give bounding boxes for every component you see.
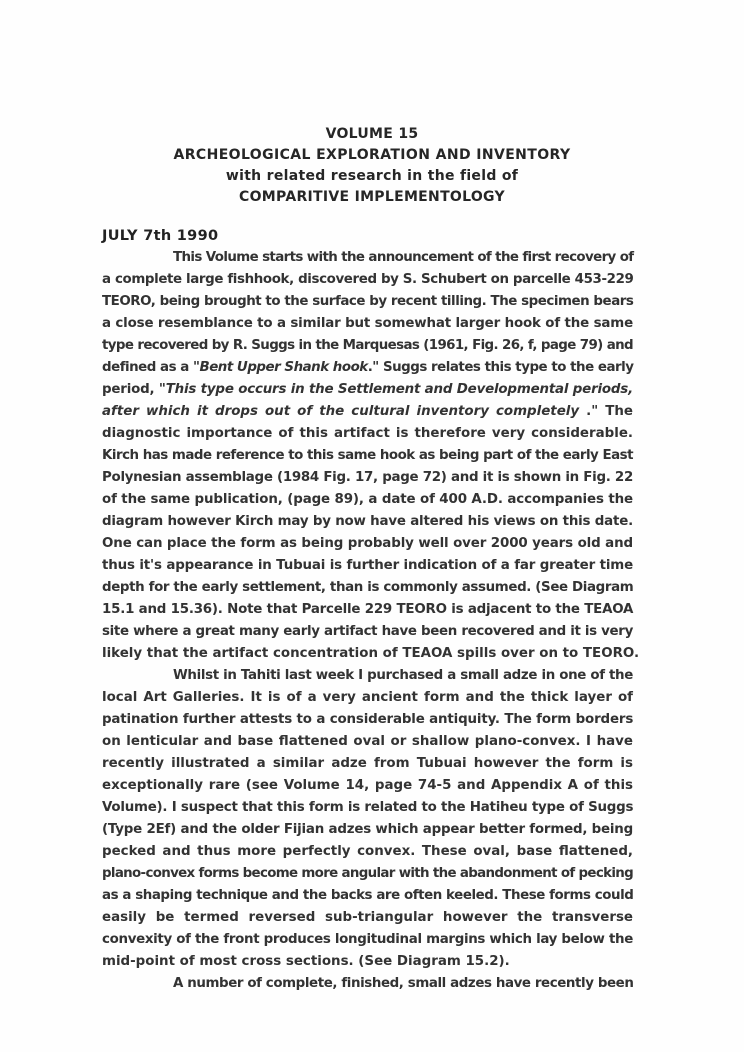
line-text: defined as a "	[102, 360, 200, 375]
quoted-passage: This type occurs in the Settlement and Developmental periods,	[165, 382, 633, 397]
body-line: convexity of the front produces longitudinal margins which lay below the	[102, 932, 633, 947]
entry-body	[102, 247, 640, 995]
body-line: type recovered by R. Suggs in the Marquesas (1961, Fig. 26, f, page 79) and	[102, 338, 633, 353]
body-line: diagnostic importance of this artifact is therefore very considerable.	[102, 426, 633, 441]
body-line: mid-point of most cross sections. (See Diagram 15.2).	[102, 954, 510, 969]
document-subtitle: with related research in the field of	[225, 168, 519, 184]
quoted-term: Bent Upper Shank hook	[199, 360, 368, 375]
body-line-with-quote	[102, 379, 633, 401]
body-line: Polynesian assemblage (1984 Fig. 17, page 72) and it is shown in Fig. 22	[102, 470, 633, 485]
body-line: a close resemblance to a similar but somewhat larger hook of the same	[102, 316, 633, 331]
line-text: ." Suggs relates this type to the early	[367, 360, 634, 375]
body-line: easily be termed reversed sub-triangular however the transverse	[102, 910, 633, 925]
line-text: ." The	[579, 404, 633, 419]
body-line: local Art Galleries. It is of a very ancient form and the thick layer of	[102, 690, 633, 705]
body-line: Volume). I suspect that this form is related to the Hatiheu type of Suggs	[102, 800, 634, 815]
body-line: One can place the form as being probably well over 2000 years old and	[102, 536, 633, 551]
body-line: This Volume starts with the announcement of the first recovery of	[173, 250, 634, 265]
body-line: Kirch has made reference to this same hook as being part of the early East	[102, 448, 633, 463]
body-line: patination further attests to a considerable antiquity. The form borders	[102, 712, 634, 727]
document-title: ARCHEOLOGICAL EXPLORATION AND INVENTORY	[173, 147, 571, 163]
body-line-with-quote	[102, 401, 633, 423]
body-line: (Type 2Ef) and the older Fijian adzes which appear better formed, being	[102, 822, 633, 837]
body-line: recently illustrated a similar adze from Tubuai however the form is	[102, 756, 633, 771]
body-line: plano-convex forms become more angular with the abandonment of pecking	[102, 866, 633, 881]
line-text: period, "	[102, 382, 166, 397]
body-line-with-quote	[102, 357, 633, 379]
volume-heading: VOLUME 15	[325, 126, 419, 142]
body-line: site where a great many early artifact have been recovered and it is very	[102, 624, 633, 639]
body-line: thus it's appearance in Tubuai is further indication of a far greater time	[102, 558, 633, 573]
body-line: likely that the artifact concentration of TEAOA spills over on to TEORO.	[102, 646, 640, 661]
body-line: Whilst in Tahiti last week I purchased a small adze in one of the	[173, 668, 633, 683]
body-line: as a shaping technique and the backs are often keeled. These forms could	[102, 888, 634, 903]
document-header	[0, 124, 744, 208]
body-line: on lenticular and base flattened oval or shallow plano-convex. I have	[102, 734, 633, 749]
body-line: TEORO, being brought to the surface by recent tilling. The specimen bears	[102, 294, 634, 309]
entry-date: JULY 7th 1990	[102, 228, 219, 244]
body-line: exceptionally rare (see Volume 14, page 74-5 and Appendix A of this	[102, 778, 633, 793]
body-line: pecked and thus more perfectly convex. These oval, base flattened,	[102, 844, 633, 859]
body-line: depth for the early settlement, than is commonly assumed. (See Diagram	[102, 580, 634, 595]
body-line: a complete large fishhook, discovered by S. Schubert on parcelle 453-229	[102, 272, 634, 287]
field-heading: COMPARITIVE IMPLEMENTOLOGY	[239, 189, 505, 205]
body-line: A number of complete, finished, small adzes have recently been	[173, 976, 634, 991]
quoted-passage: after which it drops out of the cultural inventory completely	[102, 404, 580, 419]
body-line: of the same publication, (page 89), a date of 400 A.D. accompanies the	[102, 492, 633, 507]
body-line: 15.1 and 15.36). Note that Parcelle 229 TEORO is adjacent to the TEAOA	[102, 602, 634, 617]
body-line: diagram however Kirch may by now have altered his views on this date.	[102, 514, 633, 529]
